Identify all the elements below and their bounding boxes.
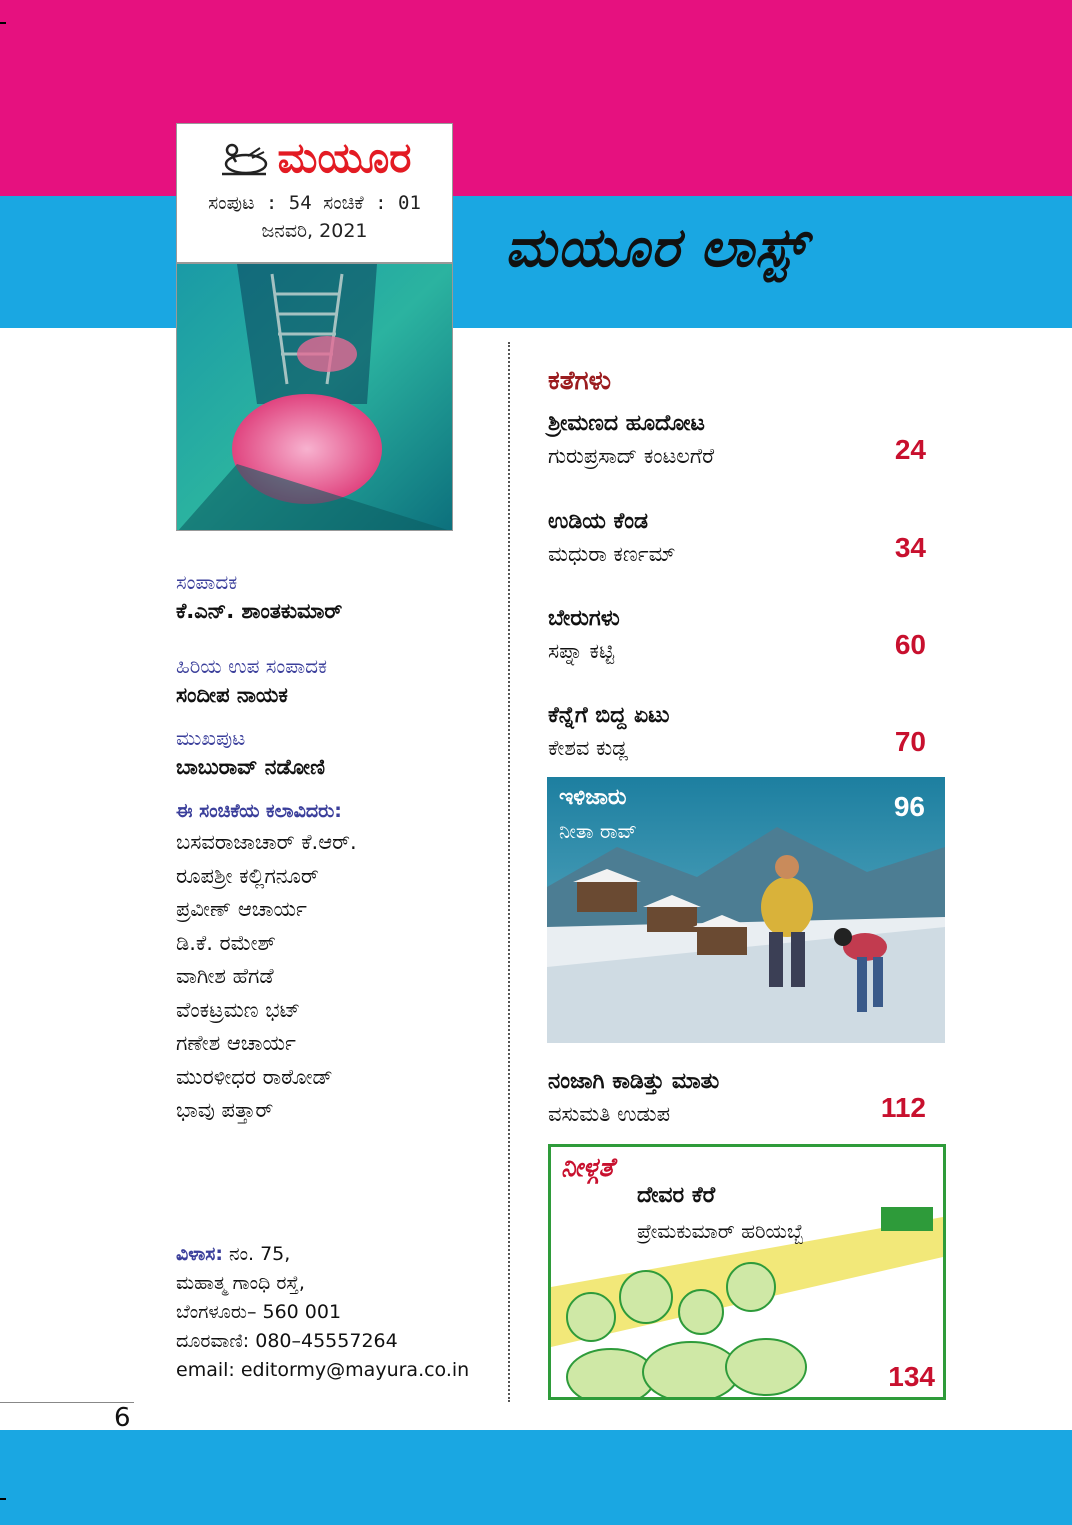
senior-editor-name: ಸಂದೀಪ ನಾಯಕ bbox=[176, 683, 288, 707]
address-line-3: ಬೆಂಗಳೂರು– 560 001 bbox=[176, 1301, 342, 1323]
artist-name: ಪ್ರವೀಣ್ ಆಚಾರ್ಯ bbox=[176, 897, 307, 921]
cover-artist-group bbox=[176, 724, 476, 782]
credits-panel bbox=[176, 568, 476, 1128]
story-author: ವಸುಮತಿ ಉಡುಪ bbox=[548, 1102, 671, 1126]
story-author: ಕೇಶವ ಕುಡ್ಲ bbox=[548, 736, 629, 760]
issue-line: ಸಂಪುಟ : 54 ಸಂಚಿಕೆ : 01 bbox=[208, 192, 421, 214]
story-title: ಕೆನ್ನೆಗೆ ಬಿದ್ದ ಏಟು bbox=[548, 703, 670, 728]
crop-mark bbox=[0, 22, 6, 24]
story-page-number: 70 bbox=[894, 726, 926, 757]
novella-card[interactable] bbox=[548, 1144, 946, 1400]
story-page-number: 60 bbox=[894, 629, 926, 660]
story-page-number: 24 bbox=[894, 434, 926, 465]
toc-entry[interactable] bbox=[548, 408, 928, 472]
address-label: ವಿಳಾಸ: bbox=[176, 1243, 223, 1265]
story-title: ಶ್ರೀಮಣದ ಹೂದೋಟ bbox=[548, 411, 705, 436]
crop-mark bbox=[0, 1498, 6, 1500]
artist-name: ಬಸವರಾಜಾಚಾರ್ ಕೆ.ಆರ್. bbox=[176, 830, 357, 854]
novella-illustration bbox=[551, 1147, 943, 1397]
senior-editor-role: ಹಿರಿಯ ಉಪ ಸಂಪಾದಕ bbox=[176, 654, 328, 678]
senior-editor-group bbox=[176, 652, 476, 710]
novella-heading: ನೀಳ್ಗತೆ bbox=[561, 1153, 614, 1183]
novella-page-number: 134 bbox=[888, 1361, 935, 1392]
feature-illustration bbox=[547, 777, 945, 1043]
story-page-number: 34 bbox=[894, 532, 926, 563]
feature-author: ನೀತಾ ರಾವ್ bbox=[559, 819, 637, 843]
email-line[interactable]: email: editormy@mayura.co.in bbox=[176, 1359, 470, 1381]
novella-title: ದೇವರ ಕೆರೆ bbox=[637, 1183, 716, 1208]
section-title: ಮಯೂರ ಲಾಸ್ಟ್ bbox=[505, 215, 807, 279]
editor-name: ಕೆ.ಎನ್. ಶಾಂತಕುಮಾರ್ bbox=[176, 599, 343, 623]
story-title: ಉಡಿಯ ಕೆಂಡ bbox=[548, 509, 648, 534]
story-author: ಸಪ್ನಾ ಕಟ್ಟಿ bbox=[548, 639, 615, 663]
phone-line: ದೂರವಾಣಿ: 080–45557264 bbox=[176, 1330, 398, 1352]
magazine-logo-text: ಮಯೂರ bbox=[277, 133, 412, 182]
cover-artist-name: ಬಾಬುರಾವ್ ನಡೋಣಿ bbox=[176, 755, 325, 779]
cover-role: ಮುಖಪುಟ bbox=[176, 726, 246, 750]
artists-title: ಈ ಸಂಚಿಕೆಯ ಕಲಾವಿದರು: bbox=[176, 800, 342, 822]
toc-entry[interactable] bbox=[548, 700, 928, 764]
page-number: 6 bbox=[114, 1403, 131, 1433]
editor-group bbox=[176, 568, 476, 626]
story-author: ಗುರುಪ್ರಸಾದ್ ಕಂಟಲಗೆರೆ bbox=[548, 444, 715, 468]
story-title: ನಂಜಾಗಿ ಕಾಡಿತ್ತು ಮಾತು bbox=[548, 1069, 720, 1094]
toc-entry[interactable] bbox=[548, 1066, 928, 1130]
top-pink-band bbox=[0, 0, 1072, 196]
logo-row bbox=[177, 133, 452, 182]
address-line-2: ಮಹಾತ್ಮ ಗಾಂಧಿ ರಸ್ತೆ, bbox=[176, 1272, 305, 1294]
issue-date: ಜನವರಿ, 2021 bbox=[261, 220, 368, 242]
cover-painting bbox=[176, 263, 453, 531]
toc-entry[interactable] bbox=[548, 506, 928, 570]
category-title: ಕತೆಗಳು bbox=[548, 366, 611, 396]
address-number: ನಂ. 75, bbox=[229, 1243, 291, 1265]
artist-name: ಮುರಳೀಧರ ರಾಠೋಡ್ bbox=[176, 1064, 333, 1089]
story-title: ಬೇರುಗಳು bbox=[548, 606, 620, 631]
magazine-masthead bbox=[176, 123, 453, 263]
artist-name: ಭಾವು ಪತ್ತಾರ್ bbox=[176, 1098, 274, 1122]
address-block bbox=[176, 1240, 486, 1385]
story-page-number: 112 bbox=[880, 1092, 926, 1123]
toc-entry[interactable] bbox=[548, 603, 928, 667]
feature-page-number: 96 bbox=[893, 791, 925, 822]
artist-name: ರೂಪಶ್ರೀ ಕಲ್ಲಿಗನೂರ್ bbox=[176, 863, 319, 888]
feature-story-card[interactable] bbox=[547, 777, 945, 1043]
story-author: ಮಧುರಾ ಕರ್ಣಮ್ bbox=[548, 542, 676, 566]
address-line-1 bbox=[176, 1240, 486, 1269]
column-divider bbox=[508, 342, 510, 1402]
bottom-blue-band bbox=[0, 1430, 1072, 1525]
editor-role: ಸಂಪಾದಕ bbox=[176, 570, 238, 594]
artist-name: ಡಿ.ಕೆ. ರಮೇಶ್ bbox=[176, 930, 276, 955]
novella-author: ಪ್ರೇಮಕುಮಾರ್ ಹರಿಯಬ್ಬೆ bbox=[637, 1219, 804, 1243]
artist-name: ವಾಗೀಶ ಹೆಗಡೆ bbox=[176, 964, 274, 988]
peacock-logo-icon bbox=[218, 140, 270, 176]
feature-title: ಇಳಿಜಾರು bbox=[559, 785, 627, 810]
artist-name: ವೆಂಕಟ್ರಮಣ ಭಟ್ bbox=[176, 997, 301, 1022]
artist-name: ಗಣೇಶ ಆಚಾರ್ಯ bbox=[176, 1031, 296, 1055]
